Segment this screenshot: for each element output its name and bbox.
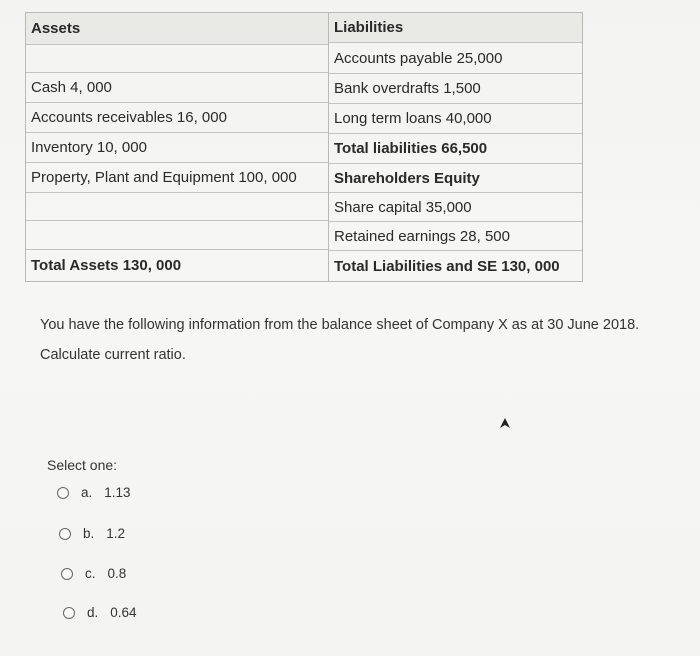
option-c[interactable] [61, 566, 126, 581]
liab-row-long-term-loans: Long term loans 40,000 [329, 103, 582, 133]
option-letter: b. [83, 526, 95, 541]
radio-icon[interactable] [61, 568, 73, 580]
liabilities-header: Liabilities [329, 13, 582, 42]
radio-icon[interactable] [59, 528, 71, 540]
option-value: 0.64 [110, 605, 137, 620]
assets-row-cash: Cash 4, 000 [26, 72, 328, 102]
assets-row-inventory: Inventory 10, 000 [26, 132, 328, 162]
radio-icon[interactable] [57, 487, 69, 499]
option-d[interactable] [63, 605, 137, 620]
radio-icon[interactable] [63, 607, 75, 619]
option-letter: c. [85, 566, 96, 581]
option-a[interactable] [57, 485, 131, 500]
liab-row-share-capital: Share capital 35,000 [329, 192, 582, 221]
assets-column [26, 13, 328, 281]
assets-header: Assets [26, 13, 328, 44]
assets-row-ppe: Property, Plant and Equipment 100, 000 [26, 162, 328, 192]
assets-total: Total Assets 130, 000 [26, 249, 328, 281]
option-value: 0.8 [107, 566, 127, 581]
option-value: 1.2 [106, 526, 126, 541]
option-letter: d. [87, 605, 99, 620]
liab-row-total-liabilities-se: Total Liabilities and SE 130, 000 [329, 250, 582, 281]
assets-row-empty [26, 44, 328, 72]
liab-row-accounts-payable: Accounts payable 25,000 [329, 42, 582, 73]
liabilities-column [328, 13, 582, 281]
question-text-line-1: You have the following information from the balance sheet of Company X as at 30 June 2018. [40, 317, 640, 333]
liab-row-retained-earnings: Retained earnings 28, 500 [329, 221, 582, 250]
assets-row-empty-3 [26, 220, 328, 249]
liab-row-total-liabilities: Total liabilities 66,500 [329, 133, 582, 163]
liab-row-bank-overdrafts: Bank overdrafts 1,500 [329, 73, 582, 103]
option-letter: a. [81, 485, 93, 500]
liab-row-shareholders-equity: Shareholders Equity [329, 163, 582, 192]
question-text-line-2: Calculate current ratio. [40, 347, 186, 363]
option-value: 1.13 [104, 485, 131, 500]
select-one-label: Select one: [47, 457, 118, 473]
assets-row-receivables: Accounts receivables 16, 000 [26, 102, 328, 132]
assets-row-empty-2 [26, 192, 328, 220]
option-b[interactable] [59, 526, 125, 541]
mouse-cursor-icon [498, 416, 512, 430]
balance-sheet-table [25, 12, 583, 282]
